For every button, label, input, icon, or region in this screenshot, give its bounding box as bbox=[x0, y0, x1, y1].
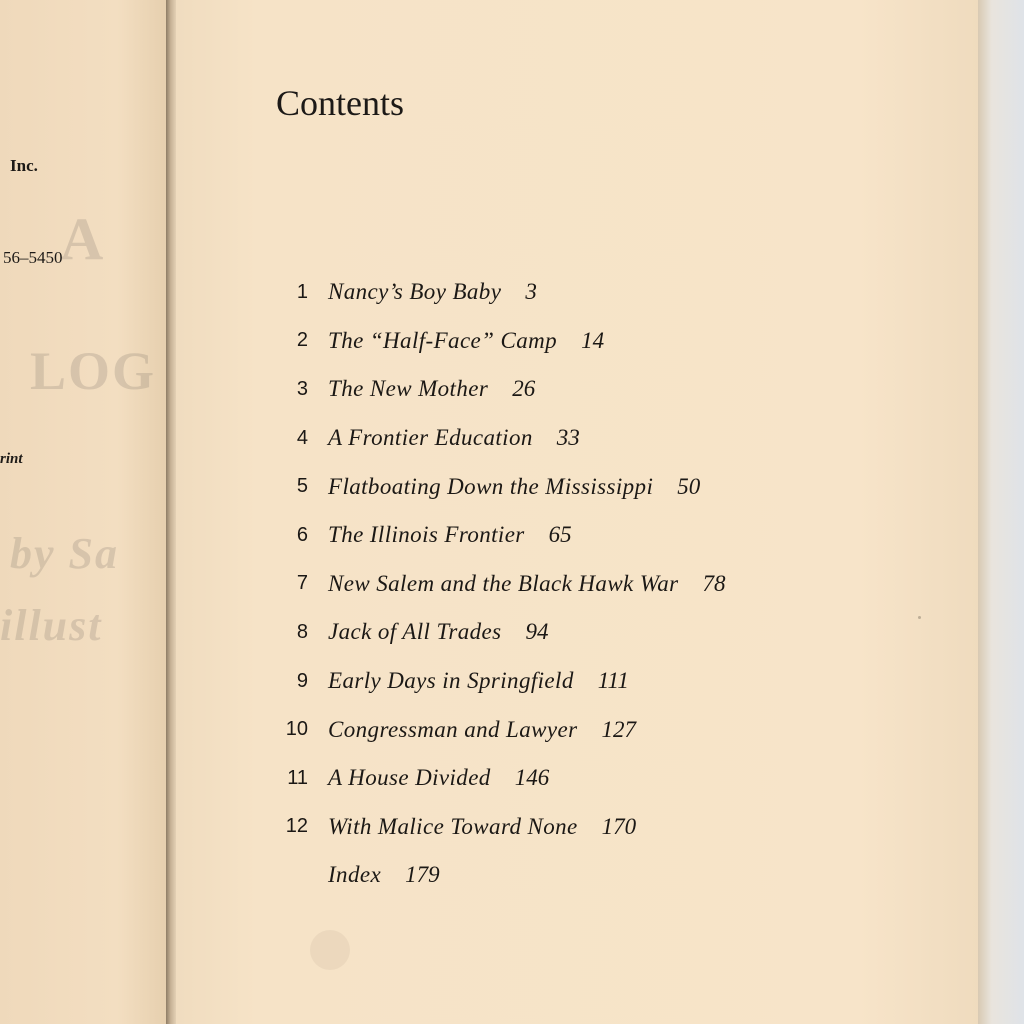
page-number: 111 bbox=[597, 668, 629, 694]
chapter-number: 9 bbox=[296, 669, 308, 692]
left-page bbox=[0, 0, 168, 1024]
toc-entry bbox=[274, 268, 726, 317]
chapter-title: Early Days in Springfield bbox=[328, 668, 574, 694]
chapter-title: A House Divided bbox=[328, 765, 491, 791]
chapter-number: 7 bbox=[296, 572, 308, 595]
toc-entry bbox=[274, 803, 726, 852]
chapter-number: 4 bbox=[296, 426, 308, 449]
print-fragment: rint bbox=[0, 451, 23, 467]
toc-entry bbox=[274, 754, 726, 803]
chapter-number: 12 bbox=[285, 815, 308, 838]
bleed-through-text: by Sa bbox=[10, 529, 119, 578]
index-entry bbox=[274, 851, 726, 900]
chapter-title: With Malice Toward None bbox=[328, 813, 578, 839]
bleed-through-text: LOG bbox=[30, 341, 157, 401]
chapter-title: The Illinois Frontier bbox=[328, 522, 525, 548]
page-number: 26 bbox=[512, 376, 536, 402]
bleed-through-text: illust bbox=[0, 601, 103, 650]
contents-title: Contents bbox=[276, 83, 405, 123]
publisher-fragment: Inc. bbox=[10, 156, 38, 175]
chapter-number: 10 bbox=[285, 718, 308, 741]
chapter-number: 6 bbox=[296, 523, 308, 546]
paper-speck bbox=[918, 616, 921, 619]
toc-entry bbox=[274, 317, 726, 366]
toc-entry bbox=[274, 705, 726, 754]
page-number: 127 bbox=[601, 716, 636, 742]
toc-entry bbox=[274, 657, 726, 706]
toc-entry bbox=[274, 414, 726, 463]
chapter-number: 2 bbox=[296, 329, 308, 352]
chapter-title: Nancy’s Boy Baby bbox=[328, 279, 502, 305]
chapter-title: Index bbox=[328, 862, 382, 888]
toc-entry bbox=[274, 462, 726, 511]
chapter-number: 8 bbox=[296, 620, 308, 643]
page-edge bbox=[978, 0, 1024, 1024]
chapter-number: 1 bbox=[296, 280, 308, 303]
page-number: 14 bbox=[581, 327, 605, 353]
chapter-title: Congressman and Lawyer bbox=[328, 716, 578, 742]
page-number: 50 bbox=[677, 473, 701, 499]
page-number: 179 bbox=[405, 862, 440, 888]
page-number: 170 bbox=[601, 813, 637, 839]
catalog-number: 56–5450 bbox=[3, 248, 63, 267]
chapter-number: 11 bbox=[287, 766, 308, 789]
chapter-title: A Frontier Education bbox=[328, 425, 533, 451]
page-number: 65 bbox=[548, 522, 572, 548]
toc-entry bbox=[274, 511, 726, 560]
chapter-title: The New Mother bbox=[328, 376, 489, 402]
paper-stain bbox=[310, 930, 350, 970]
bleed-through-text: A bbox=[60, 206, 106, 272]
page-number: 94 bbox=[525, 619, 549, 645]
chapter-number: 5 bbox=[296, 475, 308, 498]
page-number: 78 bbox=[702, 570, 726, 596]
page-number: 3 bbox=[525, 279, 537, 305]
chapter-title: Flatboating Down the Mississippi bbox=[328, 473, 654, 499]
toc-entry bbox=[274, 608, 726, 657]
contents-list bbox=[274, 268, 726, 900]
page-number: 33 bbox=[556, 425, 580, 451]
toc-entry bbox=[274, 365, 726, 414]
chapter-number: 3 bbox=[296, 377, 308, 400]
toc-entry bbox=[274, 560, 726, 609]
chapter-title: The “Half-Face” Camp bbox=[328, 327, 558, 353]
page-number: 146 bbox=[514, 765, 550, 791]
chapter-title: Jack of All Trades bbox=[328, 619, 502, 645]
chapter-title: New Salem and the Black Hawk War bbox=[328, 570, 679, 596]
